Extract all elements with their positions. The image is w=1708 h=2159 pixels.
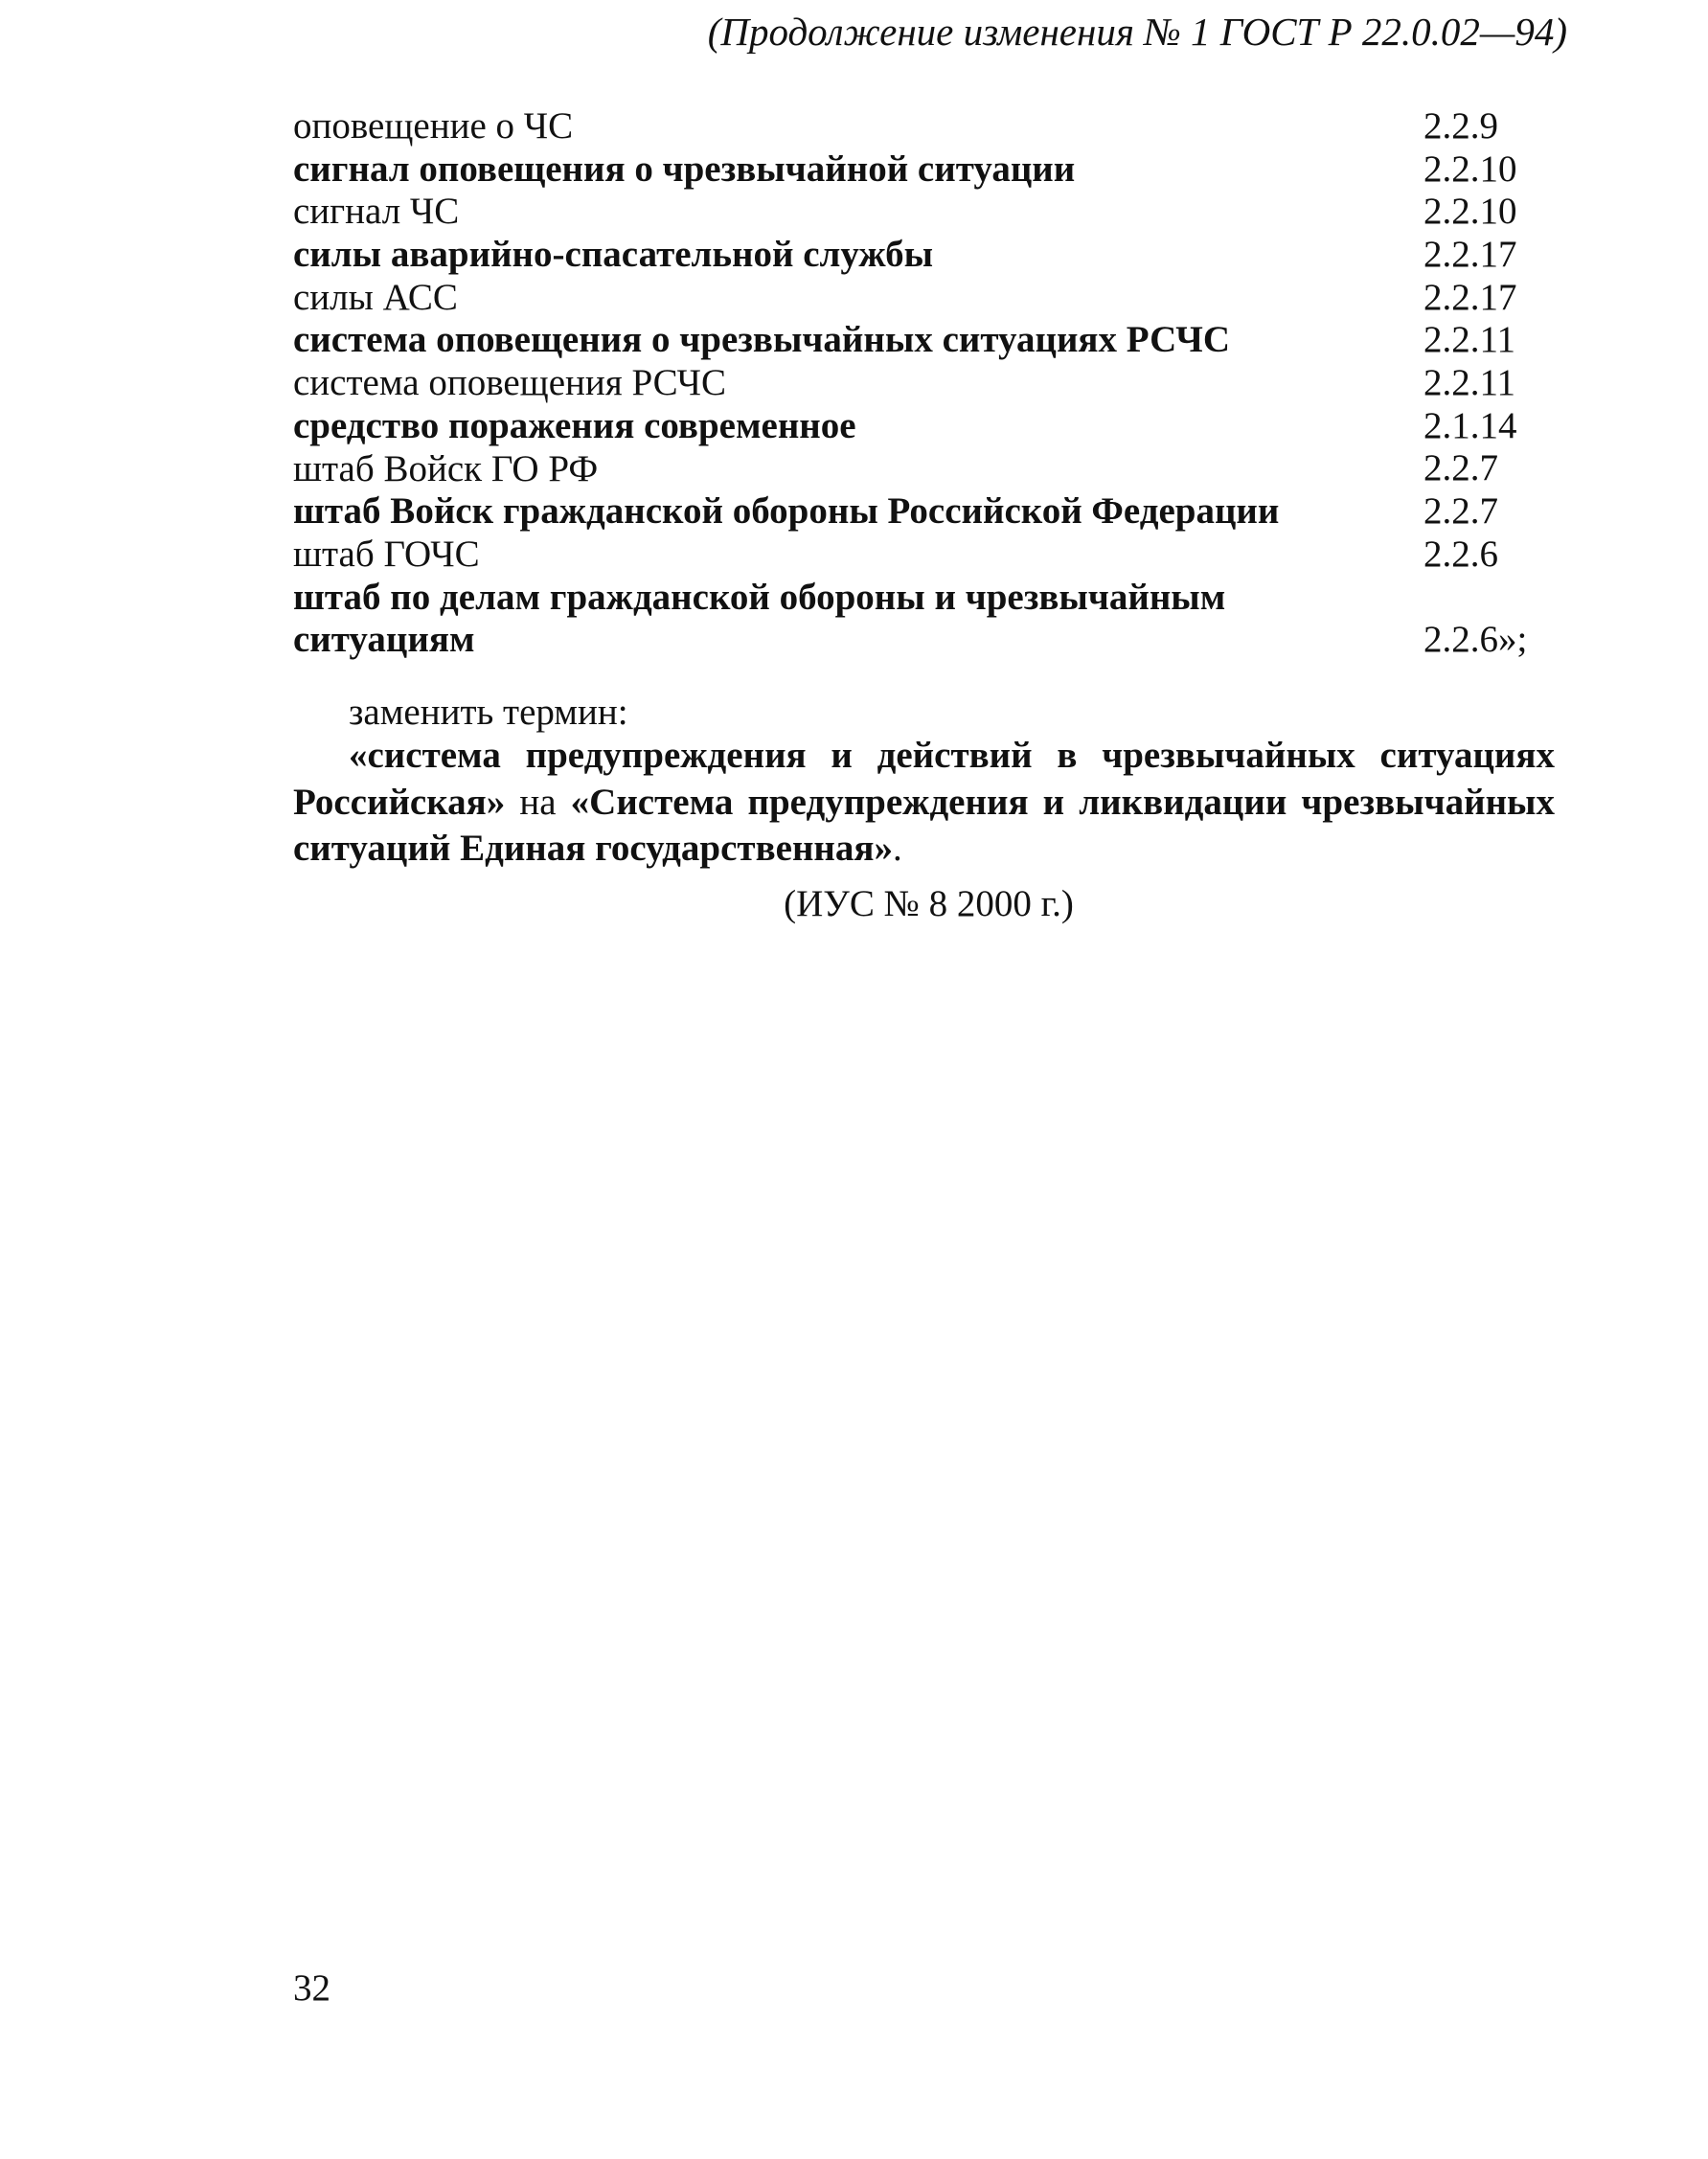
index-entry <box>293 105 1538 148</box>
replacement-connector: на <box>505 781 571 823</box>
index-term: штаб Войск гражданской обороны Российской Федерации <box>293 490 1280 533</box>
index-term: штаб ГОЧС <box>293 533 480 575</box>
index-entry <box>293 362 1538 405</box>
index-term: силы АСС <box>293 276 458 318</box>
index-entry <box>293 490 1538 534</box>
index-term: силы аварийно-спасательной службы <box>293 234 934 276</box>
index-ref: 2.2.7 <box>1423 447 1498 489</box>
term-index-table <box>293 105 1538 662</box>
replacement-paragraph <box>293 733 1555 873</box>
page-number: 32 <box>293 1967 330 2009</box>
index-ref: 2.2.10 <box>1423 191 1517 233</box>
index-entry <box>293 191 1538 234</box>
old-term: «система предупреждения и действий в чрезвычайных ситуациях Российская» <box>293 735 1555 823</box>
index-term: оповещение о ЧС <box>293 105 574 147</box>
index-entry <box>293 277 1538 320</box>
index-ref: 2.1.14 <box>1423 404 1517 446</box>
index-term: штаб Войск ГО РФ <box>293 447 599 489</box>
index-entry <box>293 577 1538 662</box>
replacement-end: . <box>892 828 902 869</box>
source-reference-row <box>0 881 1708 927</box>
index-term: сигнал ЧС <box>293 191 460 233</box>
document-header: (Продолжение изменения № 1 ГОСТ Р 22.0.02—94) <box>707 10 1567 54</box>
index-entry <box>293 448 1538 491</box>
index-entry <box>293 148 1538 192</box>
index-entry <box>293 234 1538 277</box>
index-ref: 2.2.11 <box>1423 362 1516 404</box>
index-ref: 2.2.11 <box>1423 319 1516 361</box>
index-entry <box>293 534 1538 577</box>
index-term: система оповещения о чрезвычайных ситуациях РСЧС <box>293 319 1231 361</box>
index-ref: 2.2.6»; <box>1423 619 1528 661</box>
index-ref: 2.2.10 <box>1423 148 1517 190</box>
index-ref: 2.2.17 <box>1423 276 1517 318</box>
index-ref: 2.2.9 <box>1423 104 1498 147</box>
index-term: средство поражения современное <box>293 404 856 446</box>
index-term: штаб по делам гражданской обороны и чрезвычайным ситуациям <box>293 576 1226 661</box>
index-ref: 2.2.6 <box>1423 533 1498 575</box>
index-entry <box>293 405 1538 448</box>
new-term: «Система предупреждения и ликвидации чрезвычайных ситуаций Единая государственная» <box>293 781 1555 869</box>
index-term: система оповещения РСЧС <box>293 362 727 404</box>
index-entry <box>293 319 1538 362</box>
replacement-intro: заменить термин: <box>349 692 628 733</box>
index-ref: 2.2.7 <box>1423 490 1498 533</box>
index-ref: 2.2.17 <box>1423 234 1517 276</box>
index-term: сигнал оповещения о чрезвычайной ситуации <box>293 148 1076 190</box>
source-reference: (ИУС № 8 2000 г.) <box>784 883 1074 924</box>
